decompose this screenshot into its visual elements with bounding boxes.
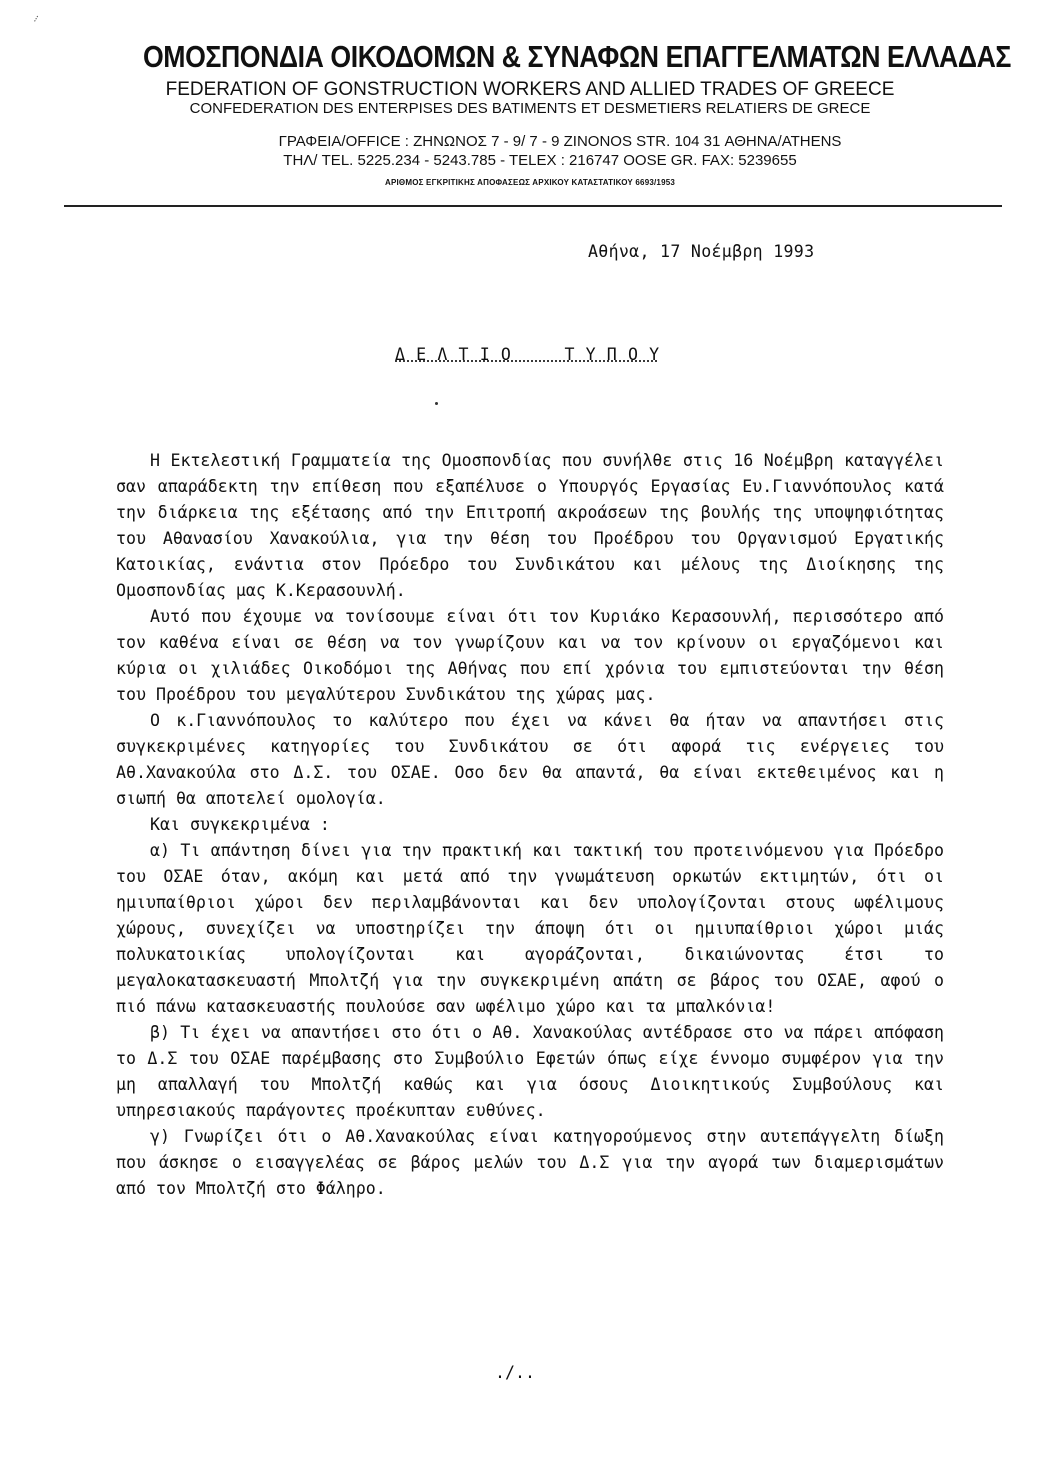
body-paragraph: α) Τι απάντηση δίνει για την πρακτική και τακτική του προτεινόμενου για Πρόεδρο του ΟΣΑΕ όταν, ακόμη και μετά από την γνωμάτευση ορκωτών εκτιμητών, ότι οι ημιυπαίθριοι χώροι δεν περιλαμβάνονται και δεν υπολογίζονται στους ωφέλιμους χώρους, συνεχίζει να υποστηρίζει την άποψη ότι οι ημιυπαίθριοι χώροι μιάς πολυκατοικίας υπολογίζονται και αγοράζονται, δικαιώνοντας έτσι το μεγαλοκατασκευαστή Μπολτζή για την συγκεκριμένη απάτη σε βάρος του ΟΣΑΕ, αφού ο πιό πάνω κατασκευαστής πουλούσε σαν ωφέλιμο χώρο και τα μπαλκόνια! bbox=[116, 841, 944, 1016]
scan-speck bbox=[435, 402, 438, 405]
page-continuation-mark: ./.. bbox=[495, 1363, 535, 1382]
statute-number: ΑΡΙΘΜΟΣ ΕΓΚΡΙΤΙΚΗΣ ΑΠΟΦΑΣΕΩΣ ΑΡΧΙΚΟΥ ΚΑΤΑΣΤΑΤΙΚΟΥ 6693/1953 bbox=[384, 178, 676, 187]
body-paragraph: Και συγκεκριμένα : bbox=[150, 815, 330, 834]
organization-name-english: FEDERATION OF GONSTRUCTION WORKERS AND ALLIED TRADES OF GREECE bbox=[165, 79, 895, 100]
document-body bbox=[116, 448, 944, 1202]
letterhead bbox=[80, 38, 1011, 187]
organization-name-french: CONFEDERATION DES ENTERPISES DES BATIMENTS ET DESMETIERS RELATIERS DE GRECE bbox=[189, 100, 871, 117]
document-date: Αθήνα, 17 Νοέμβρη 1993 bbox=[588, 242, 815, 261]
office-address: ΓΡΑΦΕΙΑ/OFFICE : ΖΗΝΩΝΟΣ 7 - 9/ 7 - 9 ZINONOS STR. 104 31 ΑΘΗΝΑ/ATHENS bbox=[278, 133, 842, 150]
body-paragraph: γ) Γνωρίζει ότι ο Αθ.Χανακούλας είναι κατηγορούμενος στην αυτεπάγγελτη δίωξη που άσκησε ο εισαγγελέας σε βάρος μελών του Δ.Σ για την αγορά των διαμερισμάτων από τον Μπολτζή στο Φάληρο. bbox=[116, 1127, 944, 1198]
body-paragraph: Αυτό που έχουμε να τονίσουμε είναι ότι τον Κυριάκο Κερασουνλή, περισσότερο από τον καθένα είναι σε θέση να τον γνωρίζουν και να τον κρίνουν οι εργαζόμενοι και κύρια οι χιλιάδες Οικοδόμοι της Αθήνας που επί χρόνια του εμπιστεύονται την θέση του Προέδρου του μεγαλύτερου Συνδικάτου της χώρας μας. bbox=[116, 607, 944, 704]
body-paragraph: β) Τι έχει να απαντήσει στο ότι ο Αθ. Χανακούλας αντέδρασε στο να πάρει απόφαση το Δ.Σ του ΟΣΑΕ παρέμβασης στο Συμβούλιο Εφετών όπως είχε έννομο συμφέρον για την μη απαλλαγή του Μπολτζή καθώς και για όσους Διοικητικούς Συμβούλους και υπηρεσιακούς παράγοντες προέκυπταν ευθύνες. bbox=[116, 1023, 944, 1120]
contact-numbers: ΤΗΛ/ TEL. 5225.234 - 5243.785 - TELEX : 216747 OOSE GR. FAX: 5239655 bbox=[283, 152, 797, 169]
scan-artifact: ⁝ bbox=[31, 13, 40, 26]
letterhead-divider bbox=[64, 205, 1002, 207]
body-paragraph: Η Εκτελεστική Γραμματεία της Ομοσπονδίας που συνήλθε στις 16 Νοέμβρη καταγγέλει σαν απαράδεκτη την επίθεση που εξαπέλυσε ο Υπουργός Εργασίας Ευ.Γιαννόπουλος κατά την διάρκεια της εξέτασης από την Επιτροπή ακροάσεων της βουλής της υποψηφιότητας του Αθανασίου Χανακούλια, για την θέση του Προέδρου του Οργανισμού Εργατικής Κατοικίας, ενάντια στον Πρόεδρο του Συνδικάτου και μέλους της Διοίκησης της Ομοσπονδίας μας Κ.Κερασουνλή. bbox=[116, 451, 944, 600]
body-paragraph: Ο κ.Γιαννόπουλος το καλύτερο που έχει να κάνει θα ήταν να απαντήσει στις συγκεκριμένες κατηγορίες του Συνδικάτου σε ότι αφορά τις ενέργειες του Αθ.Χανακούλα στο Δ.Σ. του ΟΣΑΕ. Οσο δεν θα απαντά, θα είναι εκτεθειμένος και η σιωπή θα αποτελεί ομολογία. bbox=[116, 711, 944, 808]
document-title: Δ Ε Λ Τ Ι Ο Τ Υ Π Ο Υ bbox=[395, 345, 660, 364]
organization-name-greek: ΟΜΟΣΠΟΝΔΙΑ ΟΙΚΟΔΟΜΩΝ & ΣΥΝΑΦΩΝ ΕΠΑΓΓΕΛΜΑΤΩΝ ΕΛΛΑΔΑΣ bbox=[143, 39, 1011, 74]
